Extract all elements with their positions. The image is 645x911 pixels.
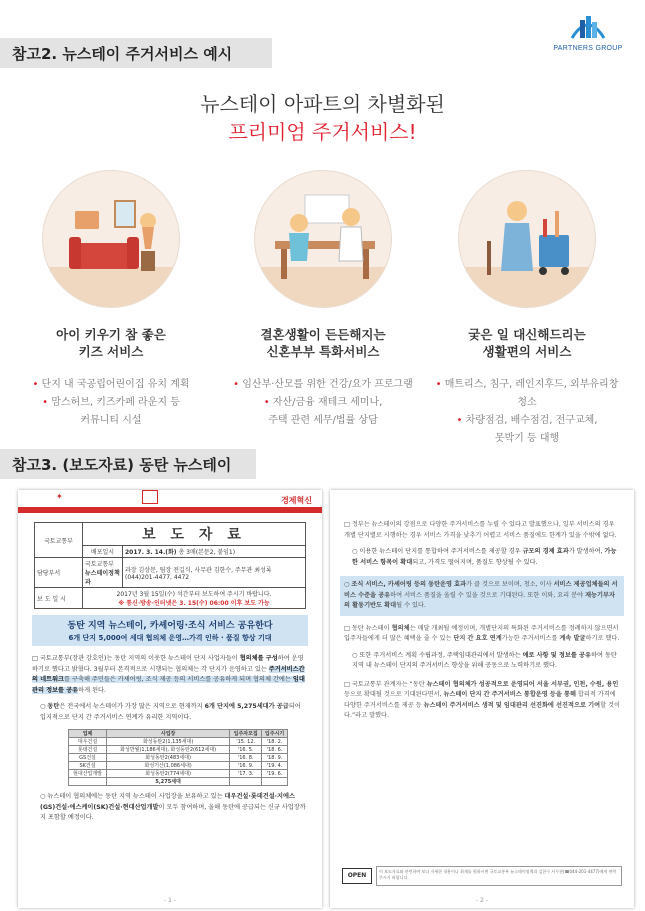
table-row: SK건설 화성기산(1,086세대) '16. 9. '19. 4.	[69, 762, 288, 770]
doc-title: 보 도 자 료	[83, 523, 306, 546]
open-license-badge: OPEN	[342, 868, 372, 884]
logo-text: PARTNERS GROUP	[553, 45, 623, 52]
card-title	[432, 326, 622, 360]
list-item: • 맘스허브, 키즈카페 라운지 등	[42, 397, 180, 408]
card-items	[228, 376, 418, 430]
headline-main: 동탄 지역 뉴스테이, 카셰어링·조식 서비스 공유한다	[67, 621, 273, 631]
list-item: • 차량점검, 배수점검, 전구교체,	[456, 415, 598, 426]
list-item: • 자산/금융 재테크 세미나,	[263, 397, 383, 408]
card-title	[228, 326, 418, 360]
hero-line1: 뉴스테이 아파트의 차별화된	[200, 92, 445, 116]
card-items	[16, 376, 206, 430]
hero-line2: 프리미엄 주거서비스!	[228, 120, 417, 144]
service-card-living	[432, 170, 622, 448]
list-item: • 임산부·산모를 위한 건강/요가 프로그램	[233, 379, 413, 390]
list-item: • 매트리스, 침구, 레인지후드, 외부유리창 청소	[435, 379, 619, 408]
card-title-line2: 신혼부부 특화서비스	[266, 344, 380, 359]
highlight-box: ○ 조식 서비스, 카셰어링 등의 동탄운영 효과가 클 것으로 보이며, 청소, 이사 서비스 제공업체들의 서비스 수준을 공유하여 서비스 품질을 올릴 수 있을 것으로 기대된다. 또한 이와, 요리 분야 재능기부자의 활동기반도 확대될 수 있다.	[340, 576, 624, 616]
card-title-line1: 궂은 일 대신해드리는	[468, 327, 586, 342]
headline-box	[32, 615, 308, 646]
card-title-line1: 결혼생활이 든든해지는	[260, 327, 386, 342]
ministry-emblem: 국토교통부	[35, 523, 83, 558]
page-number: - 2 -	[476, 897, 488, 904]
list-item: 못박기 등 대행	[494, 433, 560, 444]
section-title: 참고2. 뉴스테이 주거서비스 예시	[12, 44, 233, 63]
page-number: - 1 -	[164, 897, 176, 904]
service-card-kids	[16, 170, 206, 430]
footer-note: 이 보도자료와 관련하여 보다 자세한 내용이나 취재를 원하시면 국토교통부 뉴스테이정책과 김한수 사무관(☎044-201-4477)에게 연락주시기 바랍니다.	[376, 866, 622, 886]
headline-sub: 6개 단지 5,000여 세대 협의체 운영…가격 인하 · 품질 향상 기대	[68, 634, 272, 642]
section-banner-services	[0, 38, 272, 68]
dept-label: 담당부서	[35, 558, 83, 588]
table-row: 현대산업개발 화성동탄2(774세대) '17. 3. '19. 6.	[69, 770, 288, 778]
card-title	[16, 326, 206, 360]
paragraph-1: □ 국토교통부(장관 강호인)는 동탄 지역의 이웃한 뉴스테이 단지 사업자들이 협의체를 구성하여 운영하기로 했다고 밝혔다. 3월부터 본격적으로 시행되는 협의체는 각 단지가 운영하고 있는 주거서비스간의 네트워크를 구축해 주민들은 카셰어링, 조식 제공 등의 서비스를 공유하게 되며 협의체 간에는 임대관리 정보를 공유하게 된다.	[32, 655, 305, 694]
card-title-line1: 아이 키우기 참 좋은	[56, 327, 166, 342]
table-row: 롯데건설 화성반월(1,186세대), 화성동탄2(612세대) '16. 5. '18. 6.	[69, 746, 288, 754]
kids-room-illustration	[42, 170, 180, 308]
column-header: 업체	[69, 730, 107, 738]
card-title-line2: 생활편의 서비스	[482, 344, 572, 359]
column-header: 입주시기	[262, 730, 288, 738]
bullet-2: ○ 또한 주거서비스 계획 수립과정, 주택임대관리에서 발생하는 애로 사항 및 정보를 공유하여 동탄 지역 내 뉴스테이 단지의 주거서비스 향상을 위해 공동으로 노력하기로 했다.	[352, 651, 617, 669]
press-release-page-1	[18, 490, 322, 908]
table-row: GS건설 화성동탄2(483세대) '16. 8. '18. 9.	[69, 754, 288, 762]
ministry-slogan-icon: ✦	[56, 492, 63, 501]
campaign-logo-icon	[142, 490, 158, 504]
list-item: • 단지 내 국공립어린이집 유치 계획	[32, 379, 190, 390]
embargo-label: 보 도 일 시	[35, 588, 83, 609]
table-row: 대우건설 화성동탄2(1,135세대) '15. 12. '18. 2.	[69, 738, 288, 746]
bullet-2: ○ 뉴스테이 협의체에는 동탄 지역 뉴스테이 사업장을 보유하고 있는 대우건설·롯데건설·지에스(GS)건설·에스케이(SK)건설·현대산업개발이 모두 참여하며, 올해 동탄에 공급되는 신규 사업장까지 포함할 예정이다.	[40, 793, 306, 821]
issue-date-cell: 2017. 3. 14.(화) 총 3매(본문2, 붙임1)	[123, 546, 306, 558]
issue-label: 배포일시	[83, 546, 123, 558]
list-item: 주택 관련 세무/법률 상담	[268, 415, 378, 426]
site-table	[68, 729, 288, 786]
section-title: 참고3. (보도자료) 동탄 뉴스테이	[12, 455, 232, 474]
paragraph-2: □ 동탄 뉴스테이 협의체는 매달 개최될 예정이며, 개별단지의 특화된 주거서비스를 정례하지 않으면서 입주자들에게 더 많은 혜택을 줄 수 있는 단지 간 요호 연계가능한 주거서비스를 계속 발굴하기로 했다.	[344, 624, 620, 642]
paragraph-3: □ 국토교통부 관계자는 “동탄 뉴스테이 협의체가 성공적으로 운영되어 서울 서부권, 인천, 수원, 용인 등으로 확대될 것으로 기대된다면서, 뉴스테이 단지 간 주거서비스 통합운영 등을 통해 합리적 가격에 다양한 주거서비스를 제공 등 뉴스테이 주거서비스 생적 및 임대관리 선진화에 선진적으로 기여할 것이다.”라고 말했다.	[344, 680, 620, 719]
section-banner-press	[0, 449, 256, 479]
list-item: 커뮤니티 시설	[80, 415, 142, 426]
card-title-line2: 키즈 서비스	[78, 344, 144, 359]
bullet-1: ○ 이용한 뉴스테이 단지를 통합하여 주거서비스를 제공할 경우 규모의 경제 효과가 발생하여, 가능한 서비스 항목이 확대되고, 가격도 떨어지며, 품질도 향상될 수 있다.	[352, 548, 617, 566]
service-card-newlyweds	[228, 170, 418, 430]
header-tag: 경제혁신	[281, 496, 312, 505]
column-header: 사업장	[107, 730, 230, 738]
partners-group-logo	[553, 8, 623, 64]
column-header: 입주자모집	[230, 730, 262, 738]
contact-cell: 과장 김상문, 팀장 전길식, 사무관 김한수, 주무관 최성록 (044)201-4477, 4472	[123, 558, 306, 588]
press-release-page-2	[330, 490, 634, 908]
building-logo-icon	[568, 8, 608, 44]
dept-cell: 국토교통부 뉴스테이정책과	[83, 558, 123, 588]
clinic-illustration	[254, 170, 392, 308]
page-header	[18, 490, 322, 520]
table-row-total: 5,275세대	[69, 778, 288, 786]
paragraph-1: □ 정부는 뉴스테이의 강점으로 다양한 주거서비스를 누릴 수 있다고 발표했으나, 일부 서비스의 경우 개별 단지별로 시행하는 경우 서비스 가격을 낮추기 어렵고 서비스 품질에도 한계가 있을 수밖에 없다.	[344, 521, 617, 539]
header-rule	[18, 507, 322, 513]
card-items	[432, 376, 622, 448]
press-info-table	[34, 522, 306, 609]
embargo-cell: 2017년 3월 15일(수) 석간부터 보도하여 주시기 바랍니다. ※ 통신·방송·인터넷은 3. 15(수) 06:00 이후 보도 가능	[83, 588, 306, 609]
cleaning-illustration	[458, 170, 596, 308]
bullet-1: ○ 동탄은 전국에서 뉴스테이가 가장 많은 지역으로 현재까지 6개 단지에 5,275세대가 공급되어 입지적으로 단지 간 주거서비스 연계가 유리한 지역이다.	[40, 703, 301, 721]
